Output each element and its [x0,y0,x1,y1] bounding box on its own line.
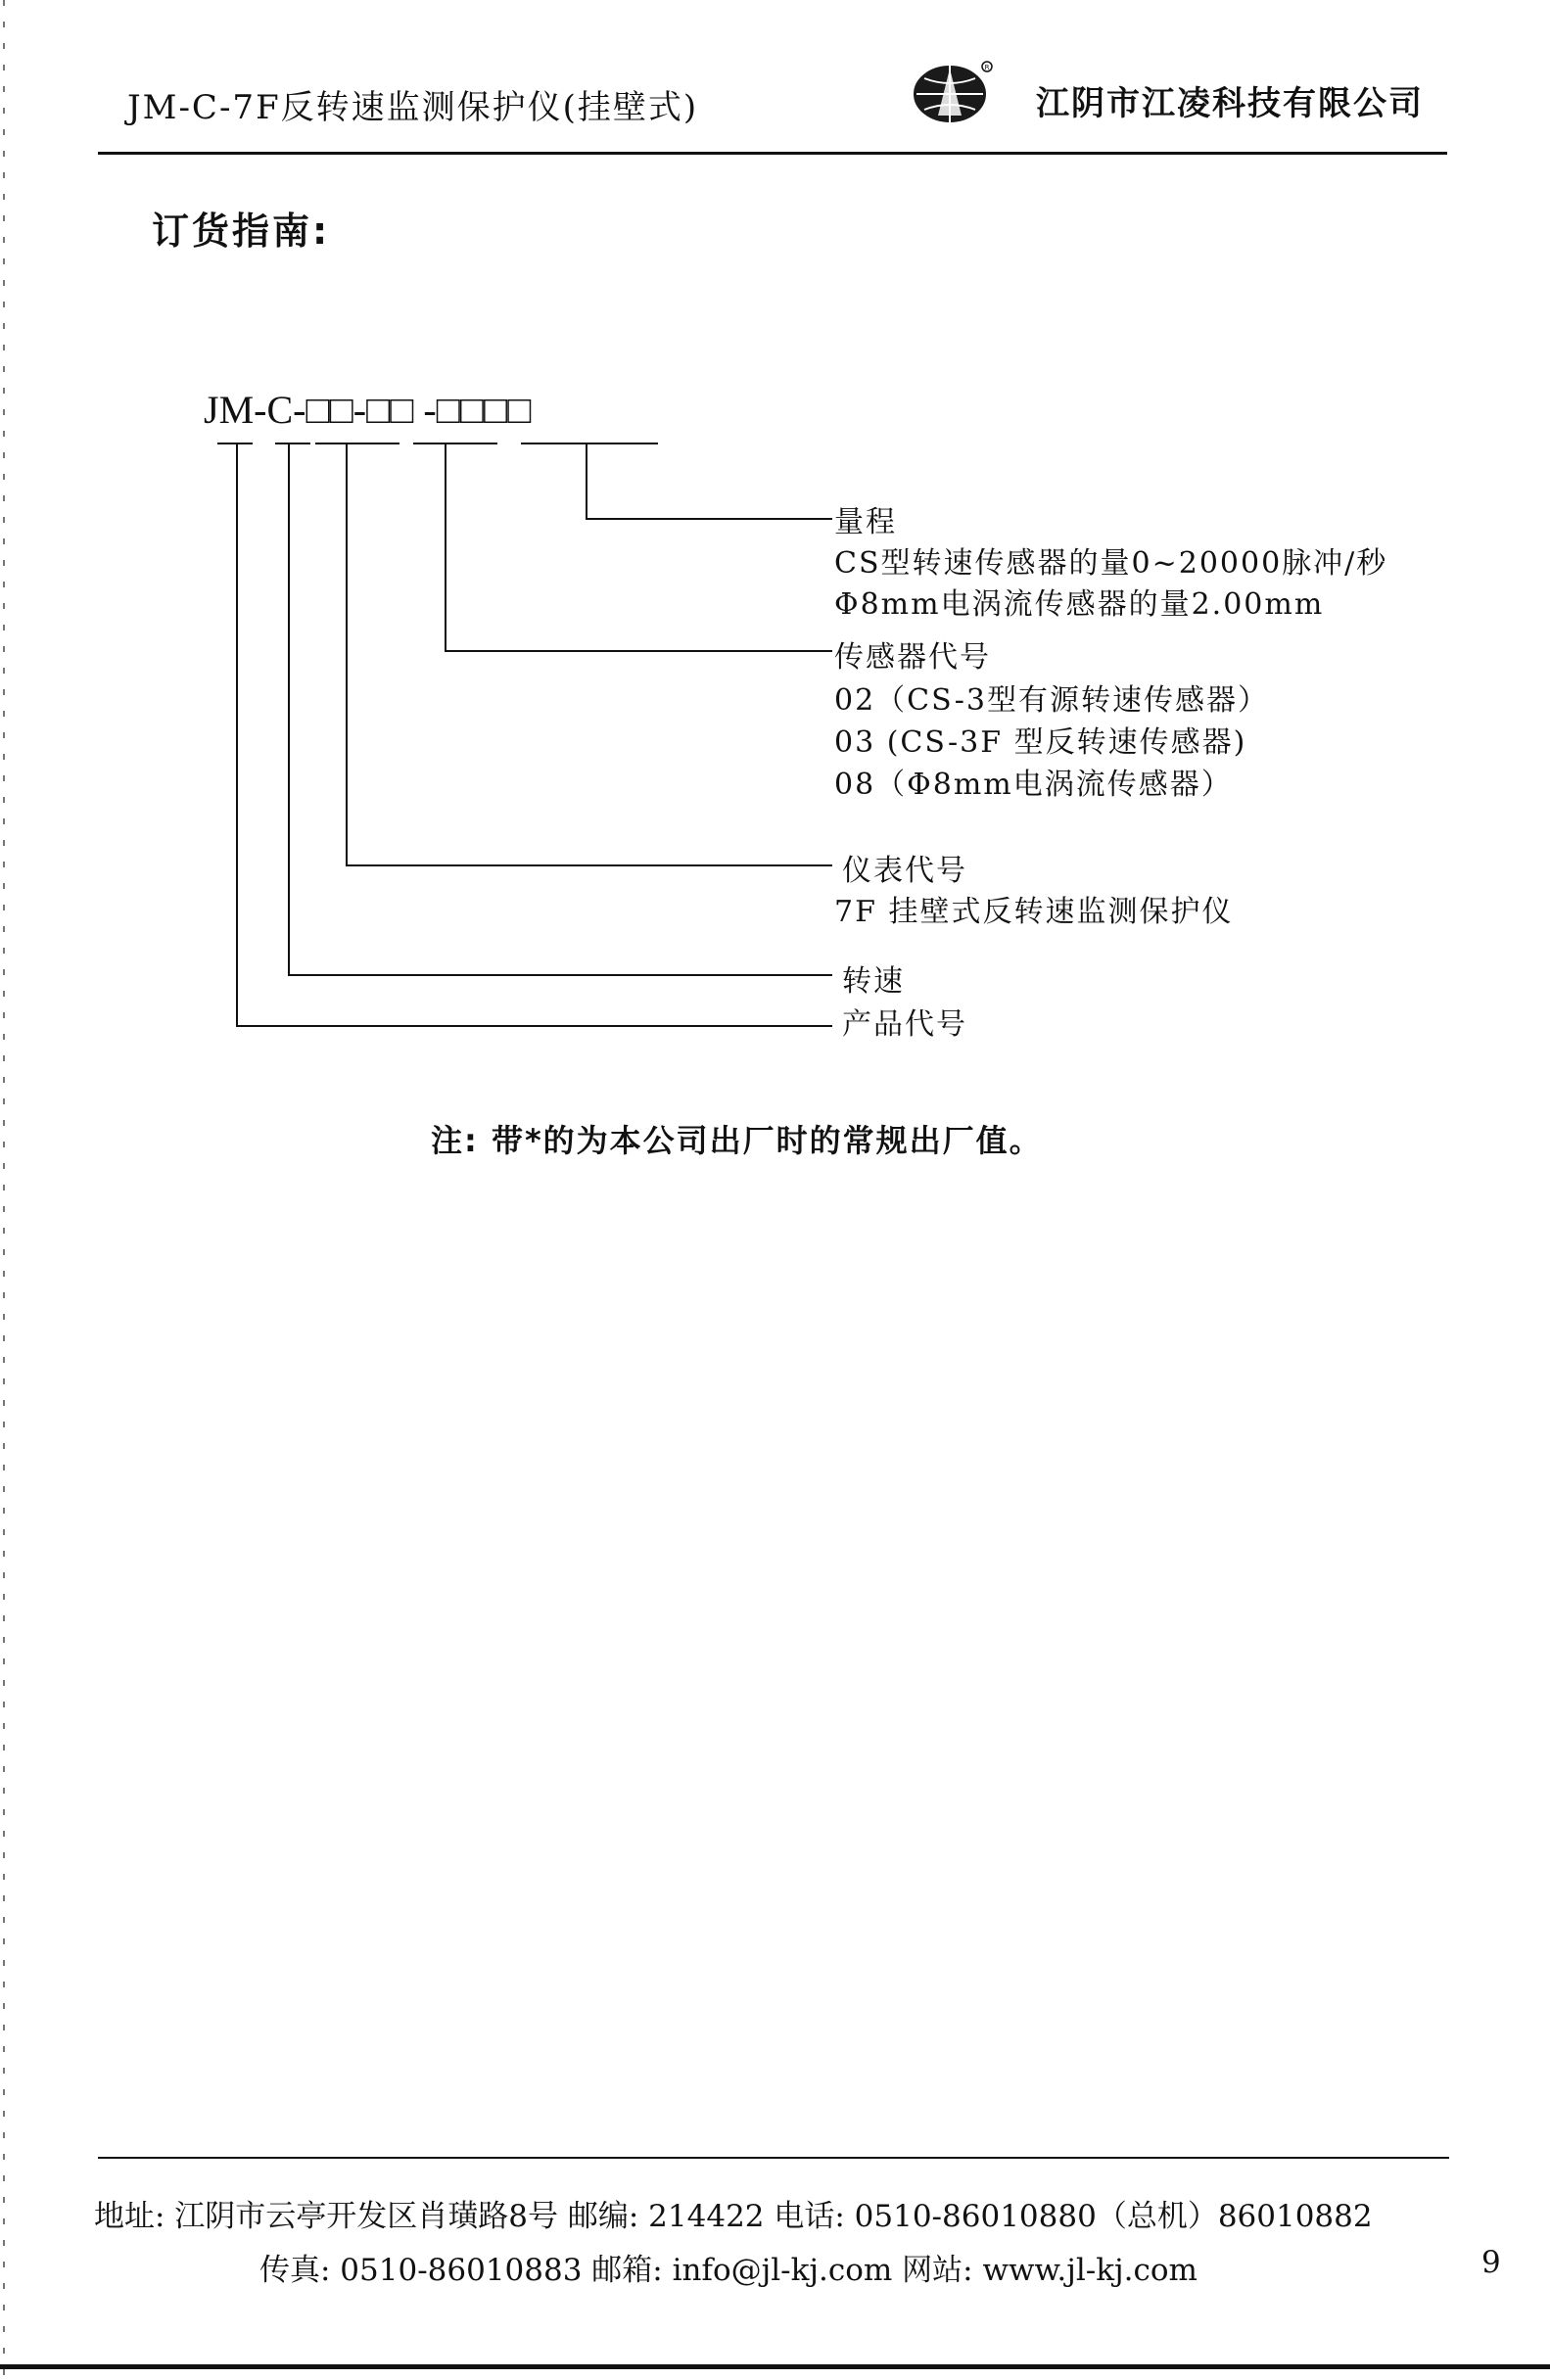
section-title: 订货指南: [152,210,331,253]
model-code: JM-C-□□-□□ -□□□□ [204,388,532,432]
code-underline-meter [315,443,399,444]
page-number: 9 [1481,2245,1501,2280]
product-label: 产品代号 [842,1007,967,1042]
speed-label: 转速 [842,964,905,999]
code-underline-speed [275,443,310,444]
meter-option-7f: 7F 挂壁式反转速监测保护仪 [834,895,1234,929]
range-detail-2: Φ8mm电涡流传感器的量2.00mm [834,587,1325,622]
sensor-option-02: 02（CS-3型有源转速传感器） [834,683,1270,718]
leader-speed-horizontal [288,974,832,976]
note-text: 注: 带*的为本公司出厂时的常规出厂值。 [431,1122,1043,1159]
sensor-label: 传感器代号 [834,640,991,675]
binding-edge [3,0,5,2380]
leader-sensor-vertical [445,443,446,651]
code-underline-sensor [413,443,497,444]
leader-product-horizontal [236,1025,832,1027]
footer-address-line: 地址: 江阴市云亭开发区肖璜路8号 邮编: 214422 电话: 0510-86010880（总机）86010882 [94,2199,1373,2234]
code-underline-range [521,443,658,444]
company-logo-globe-icon [911,59,993,127]
document-title: JM-C-7F反转速监测保护仪(挂壁式) [127,88,699,127]
leader-meter-horizontal [346,864,832,866]
leader-speed-vertical [288,443,290,975]
leader-range-vertical [586,443,587,519]
svg-text:R: R [984,64,990,71]
footer-contact-line: 传真: 0510-86010883 邮箱: info@jl-kj.com 网站: www.jl-kj.com [259,2253,1198,2288]
bottom-edge-rule [0,2364,1550,2369]
range-label: 量程 [834,505,897,539]
company-name: 江阴市江凌科技有限公司 [1036,84,1424,123]
header-rule [98,152,1447,155]
sensor-option-03: 03 (CS-3F 型反转速传感器) [834,725,1247,760]
meter-label: 仪表代号 [842,854,967,888]
sensor-option-08: 08（Φ8mm电涡流传感器） [834,768,1233,802]
leader-meter-vertical [346,443,348,865]
leader-range-horizontal [586,518,832,520]
leader-product-vertical [236,443,238,1026]
code-underline-product [217,443,253,444]
leader-sensor-horizontal [445,650,832,652]
range-detail-1: CS型转速传感器的量0~20000脉冲/秒 [834,546,1388,581]
footer-rule [98,2157,1449,2159]
